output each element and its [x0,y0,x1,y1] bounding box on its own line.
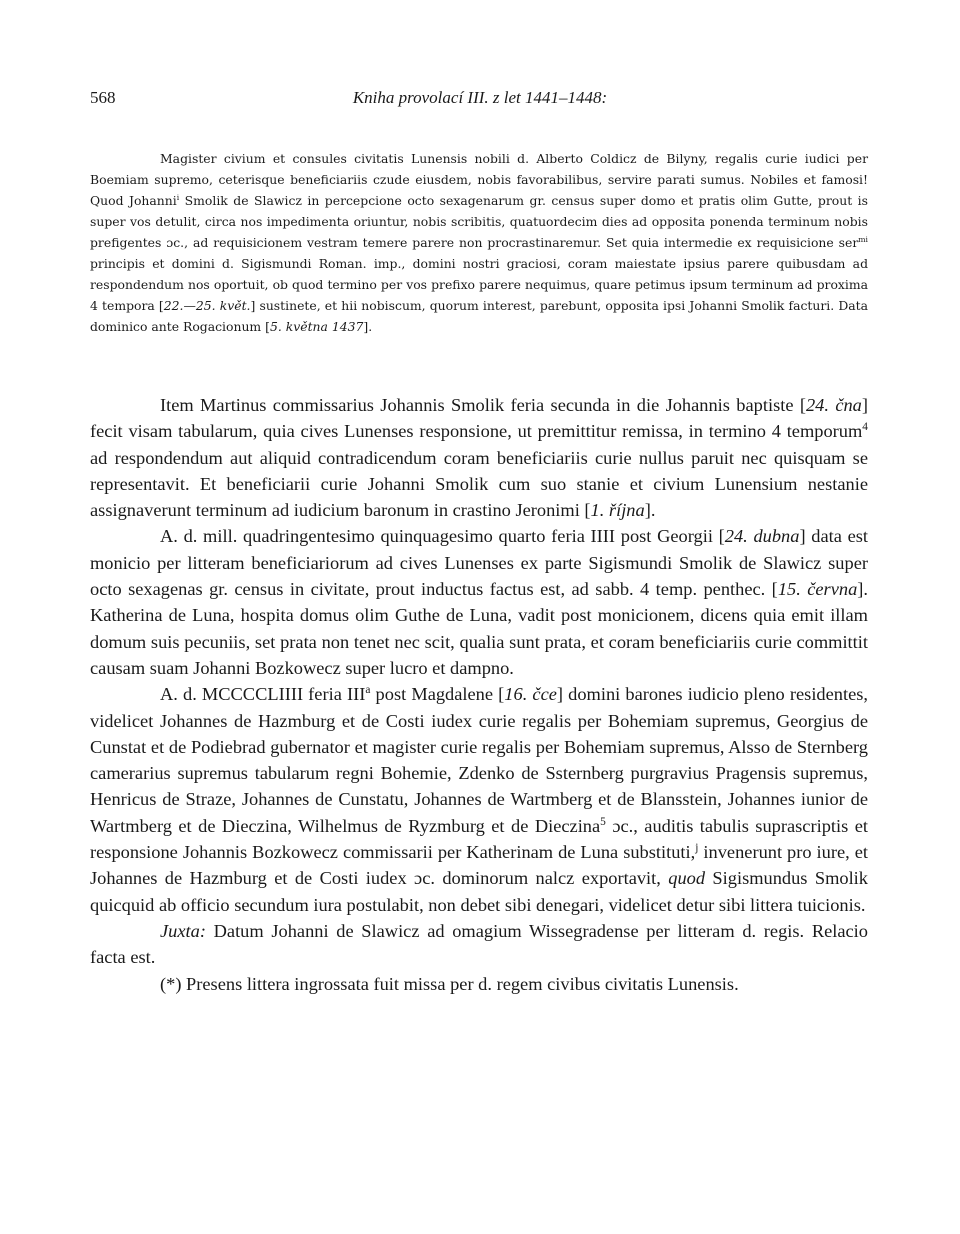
date-note: 16. čce [504,684,557,705]
date-note: 22.—25. květ. [163,298,251,313]
letter-paragraph: Magister civium et consules civitatis Lunensis nobili d. Alberto Coldicz de Bilyny, regalis curie iudici per Boemiam supremo, ceterisque beneficiariis czude eiusdem, nobis favorabilibus, servire parati sumus. Nobiles et famosi! Quod Johanni$^i$ Smolik de Slawicz in percepcione octo sexagenarum gr. census super domo et pratis olim Gutte, prout is super vos detulit, circa nos impedimenta oriuntur, nobis scribitis, quatuordecim dies ad opposita ponenda terminum nobis prefigentes ɔc., ad requisicionem vestram temere parere non procrastinaremur. Set quia intermedie ex requisicione ser$^{mi}$ principis et domini d. Sigismundi Roman. imp., domini nostri graciosi, coram maiestate ipsius parere quibusdam ad respondendum nos oportuit, ob quod termino per vos prefixo parere nequimus, quare petimus ipsum terminum ad proxima 4 tempora [22.—25. květ.] sustinete, et hii nobiscum, quorum interest, parebunt, opposita ipsi Johanni Smolik facturi. Data dominico ante Rogacionum [5. května 1437]. [90,151,869,334]
paragraph-barones: A. d. MCCCCLIIII feria III$^a$ post Magdalene [16. čce] domini barones iudicio pleno residentes, videlicet Johannes de Hazmburg et de Costi iudex curie regalis per Bohemiam supremus, Georgius de Cunstat et de Podiebrad gubernator et magister curie regalis per Bohemiam supremus, Alsso de Sternberg camerarius supremus tabularum regni Bohemie, Zdenko de Ssternberg purgravius Pragensis supremus, Henricus de Straze, Johannes de Cunstatu, Johannes de Wartmberg et de Blansstein, Johannes iunior de Wartmberg et de Dieczina, Wilhelmus de Ryzmburg et de Dieczina$^5$ ɔc., auditis tabulis suprascriptis et responsione Johannis Bozkowecz commissarii per Katherinam de Luna substituti,$^j$ invenerunt pro iure, et Johannes de Hazmburg et de Costi iudex ɔc. dominorum nalcz exportavit, quod Sigismundus Smolik quicquid ab officio secundum iura postulabit, non debet sibi denegari, videlicet detur sibi littera tuicionis. [90,684,869,915]
main-text-block [90,392,868,997]
page-number: 568 [90,88,116,107]
paragraph-juxta: Juxta: Datum Johanni de Slawicz ad omagium Wissegradense per litteram d. regis. Relacio facta est. [90,920,868,968]
page-header [90,88,870,112]
paragraph-monicio: A. d. mill. quadringentesimo quinquagesimo quarto feria IIII post Georgii [24. dubna] data est monicio per litteram beneficiariorum ad cives Lunenses ex parte Sigismundi Smolik de Slawicz super octo sexagenas gr. census in civitate, prout inductus factus est, ad sabb. 4 temp. penthec. [15. června]. Katherina de Luna, hospita domus olim Guthe de Luna, vadit post monicionem, dicens quia emit illam domum suis pecuniis, set prata non tenet nec scit, qualia sunt prata, et coram beneficiariis curie committit causam suam Johanni Bozkowecz super lucro et dampno. [90,526,869,678]
running-title: Kniha provolací III. z let 1441–1448: [352,88,608,107]
juxta-label: Juxta: [160,920,206,941]
paragraph-note: (*) Presens littera ingrossata fuit missa per d. regem civibus civitatis Lunensis. [160,973,739,994]
paragraph-martinus: Item Martinus commissarius Johannis Smolik feria secunda in die Johannis baptiste [24. čna] fecit visam tabularum, quia cives Lunenses responsione, ut premittitur remissa, in termino 4 temporum$^4$ ad respondendum aut aliquid contradicendum coram beneficiariis curie nullus paruit nec quisquam se representavit. Et beneficiarii curie Johanni Smolik cum suo stanie et civium Lunensium nestanie assignaverunt terminum ad iudicium baronum in crastino Jeronimi [1. října]. [90,395,868,521]
date-note: 5. května 1437 [269,319,364,334]
date-note: 24. čna [805,395,862,415]
date-note: 1. října [590,500,645,521]
date-note: 15. června [777,579,858,600]
date-note: 24. dubna [724,526,800,547]
letter-text-block [90,148,868,337]
